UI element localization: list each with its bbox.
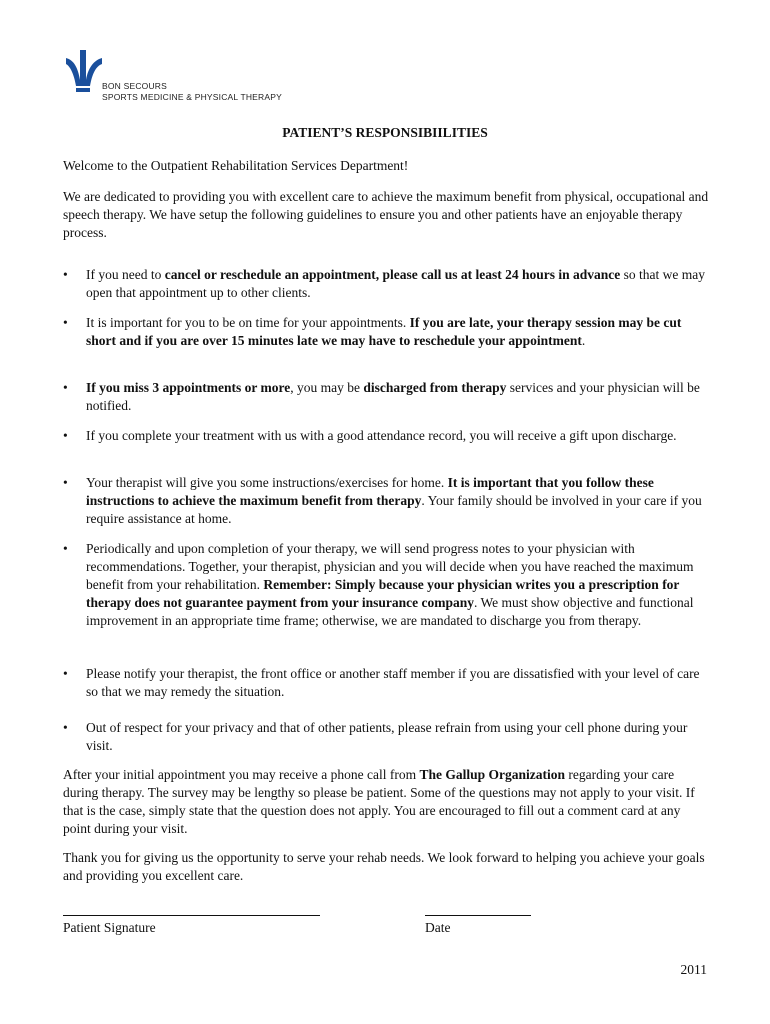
welcome-text: Welcome to the Outpatient Rehabilitation Services Department! — [63, 158, 409, 173]
bullet-icon: • — [63, 720, 68, 735]
list-item-text: Your therapist will give you some instructions/exercises for home. It is important that you follow these instructions to achieve the maximum benefit from therapy. Your family should be involved in your care if you require assistance at home. — [86, 475, 702, 526]
date-label: Date — [425, 920, 451, 935]
date-line — [425, 915, 531, 916]
list-item-text: Out of respect for your privacy and that of other patients, please refrain from using your cell phone during your visit. — [86, 720, 688, 753]
thanks-text: Thank you for giving us the opportunity to serve your rehab needs. We look forward to helping you achieve your goals and providing you excellent care. — [63, 850, 705, 883]
logo — [64, 50, 304, 106]
bullet-icon: • — [63, 666, 68, 681]
bon-secours-logo-icon — [64, 50, 104, 94]
list-item-text: Periodically and upon completion of your therapy, we will send progress notes to your physician with recommendations. Together, your therapist, physician and you will decide when you have reached the maximum benefit from your rehabilitation. Remember: Simply because your physician writes you a prescription for therapy does not guarantee payment from your insurance company. We must show objective and functional improvement in an appropriate time frame; otherwise, we are mandated to discharge you from therapy. — [86, 541, 694, 628]
patient-signature-line — [63, 915, 320, 916]
list-item-text: Please notify your therapist, the front office or another staff member if you are dissatisfied with your level of care so that we may remedy the situation. — [86, 666, 700, 699]
bullet-icon: • — [63, 541, 68, 556]
document-year: 2011 — [680, 962, 707, 977]
patient-signature-label: Patient Signature — [63, 920, 156, 935]
page-title: PATIENT’S RESPONSIBIILITIES — [282, 125, 488, 140]
list-item-text: If you need to cancel or reschedule an appointment, please call us at least 24 hours in advance so that we may open that appointment up to other clients. — [86, 267, 705, 300]
bullet-icon: • — [63, 380, 68, 395]
intro-text: We are dedicated to providing you with excellent care to achieve the maximum benefit from physical, occupational and speech therapy. We have setup the following guidelines to ensure you and other patients have an enjoyable therapy process. — [63, 189, 709, 240]
bullet-icon: • — [63, 475, 68, 490]
bullet-icon: • — [63, 315, 68, 330]
list-item-text: It is important for you to be on time for your appointments. If you are late, your therapy session may be cut short and if you are over 15 minutes late we may have to reschedule your appointment. — [86, 315, 682, 348]
gallup-text: After your initial appointment you may receive a phone call from The Gallup Organization regarding your care during therapy. The survey may be lengthy so please be patient. Some of the questions may not apply to your visit. If that is the case, simply state that the question does not apply. You are encouraged to fill out a comment card at any point during your visit. — [63, 767, 695, 836]
list-item-text: If you complete your treatment with us with a good attendance record, you will receive a gift upon discharge. — [86, 428, 677, 443]
bullet-icon: • — [63, 428, 68, 443]
org-name: BON SECOURS — [102, 81, 168, 91]
bullet-icon: • — [63, 267, 68, 282]
org-subtitle: SPORTS MEDICINE & PHYSICAL THERAPY — [102, 92, 282, 102]
list-item-text: If you miss 3 appointments or more, you may be discharged from therapy services and your physician will be notified. — [86, 380, 700, 413]
